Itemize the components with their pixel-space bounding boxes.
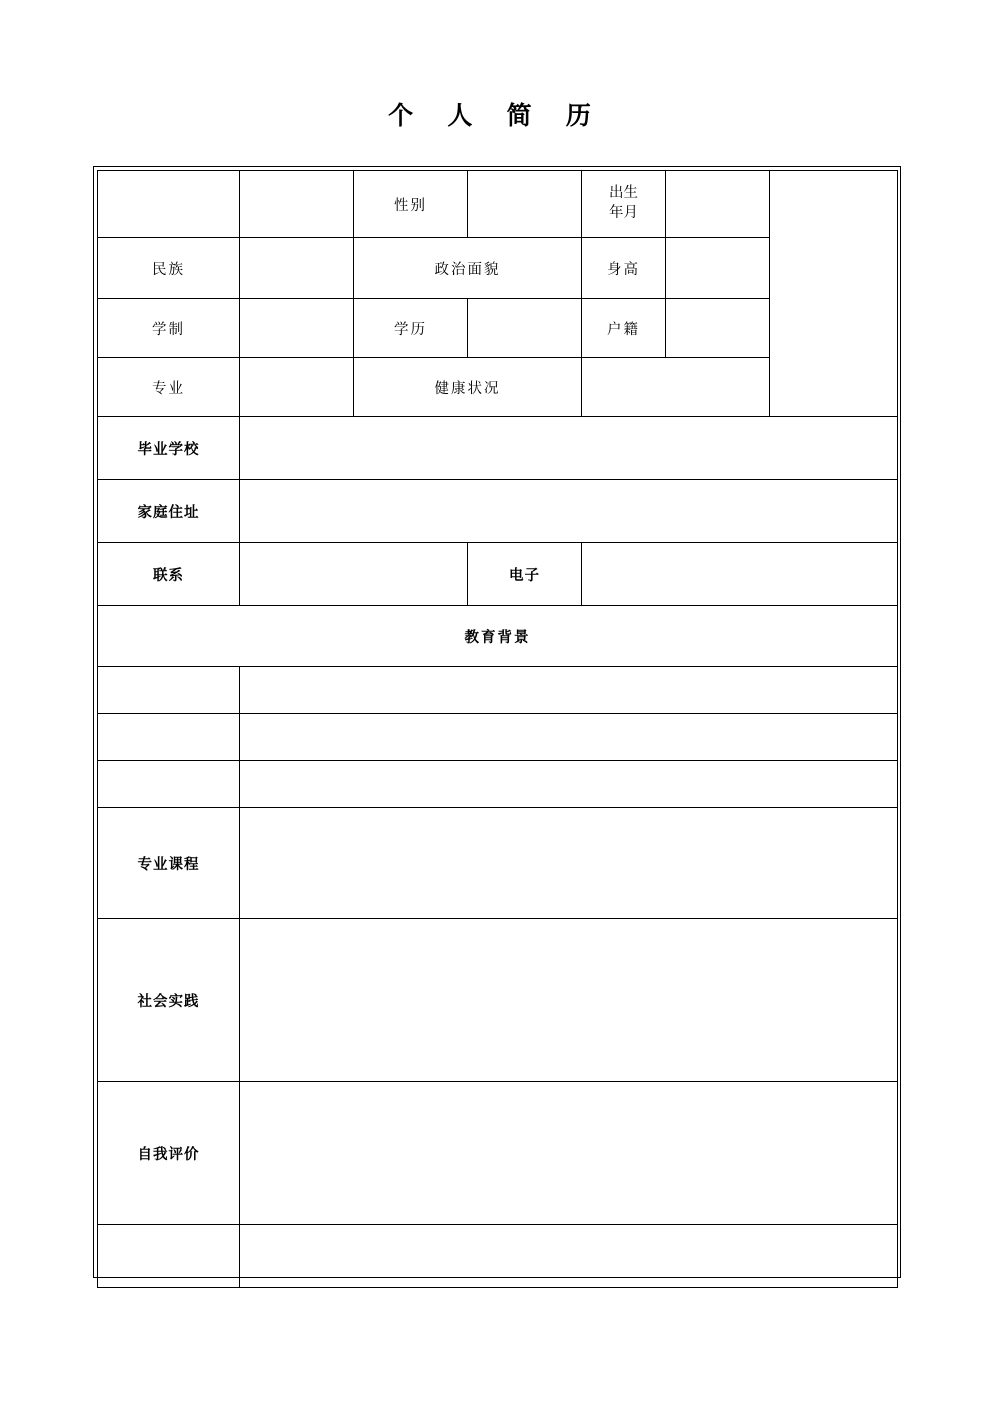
residence-value[interactable] [666, 299, 770, 358]
name-label [98, 171, 240, 238]
self-eval-value[interactable] [240, 1082, 898, 1225]
last-row-left[interactable] [98, 1225, 240, 1288]
table-row [98, 1082, 898, 1225]
health-value[interactable] [582, 358, 770, 417]
birth-label [582, 171, 666, 238]
table-row [98, 543, 898, 606]
major-value[interactable] [240, 358, 354, 417]
edu-row-1-right[interactable] [240, 714, 898, 761]
contact-value[interactable] [240, 543, 468, 606]
page-title: 个 人 简 历 [388, 103, 605, 130]
photo-cell[interactable] [770, 171, 898, 417]
birth-label-line1: 出生 [609, 185, 638, 202]
edu-row-0-right[interactable] [240, 667, 898, 714]
table-row [98, 919, 898, 1082]
name-value[interactable] [240, 171, 354, 238]
last-row-right[interactable] [240, 1225, 898, 1288]
table-row [98, 667, 898, 714]
practice-label: 社会实践 [98, 919, 240, 1082]
birth-value[interactable] [666, 171, 770, 238]
self-eval-label: 自我评价 [98, 1082, 240, 1225]
nation-value[interactable] [240, 238, 354, 299]
table-row [98, 714, 898, 761]
school-label: 毕业学校 [98, 417, 240, 480]
birth-label-line2: 年月 [609, 205, 638, 221]
table-row [98, 417, 898, 480]
education-label: 学历 [354, 299, 468, 358]
schooling-label: 学制 [98, 299, 240, 358]
table-row [98, 171, 898, 238]
courses-label: 专业课程 [98, 808, 240, 919]
table-row [98, 606, 898, 667]
table-row [98, 761, 898, 808]
school-value[interactable] [240, 417, 898, 480]
edu-row-1-left[interactable] [98, 714, 240, 761]
section-education-background: 教育背景 [98, 606, 898, 667]
address-label: 家庭住址 [98, 480, 240, 543]
gender-label: 性别 [354, 171, 468, 238]
edu-row-0-left[interactable] [98, 667, 240, 714]
edu-row-2-right[interactable] [240, 761, 898, 808]
schooling-value[interactable] [240, 299, 354, 358]
education-value[interactable] [468, 299, 582, 358]
gender-value[interactable] [468, 171, 582, 238]
email-value[interactable] [582, 543, 898, 606]
table-row [98, 480, 898, 543]
contact-label: 联系 [98, 543, 240, 606]
health-label: 健康状况 [354, 358, 582, 417]
courses-value[interactable] [240, 808, 898, 919]
practice-value[interactable] [240, 919, 898, 1082]
political-label: 政治面貌 [354, 238, 582, 299]
edu-row-2-left[interactable] [98, 761, 240, 808]
height-label: 身高 [582, 238, 666, 299]
major-label: 专业 [98, 358, 240, 417]
address-value[interactable] [240, 480, 898, 543]
residence-label: 户籍 [582, 299, 666, 358]
table-row [98, 808, 898, 919]
table-row [98, 1225, 898, 1288]
email-label: 电子 [468, 543, 582, 606]
resume-table [97, 170, 898, 1288]
nation-label: 民族 [98, 238, 240, 299]
height-value[interactable] [666, 238, 770, 299]
